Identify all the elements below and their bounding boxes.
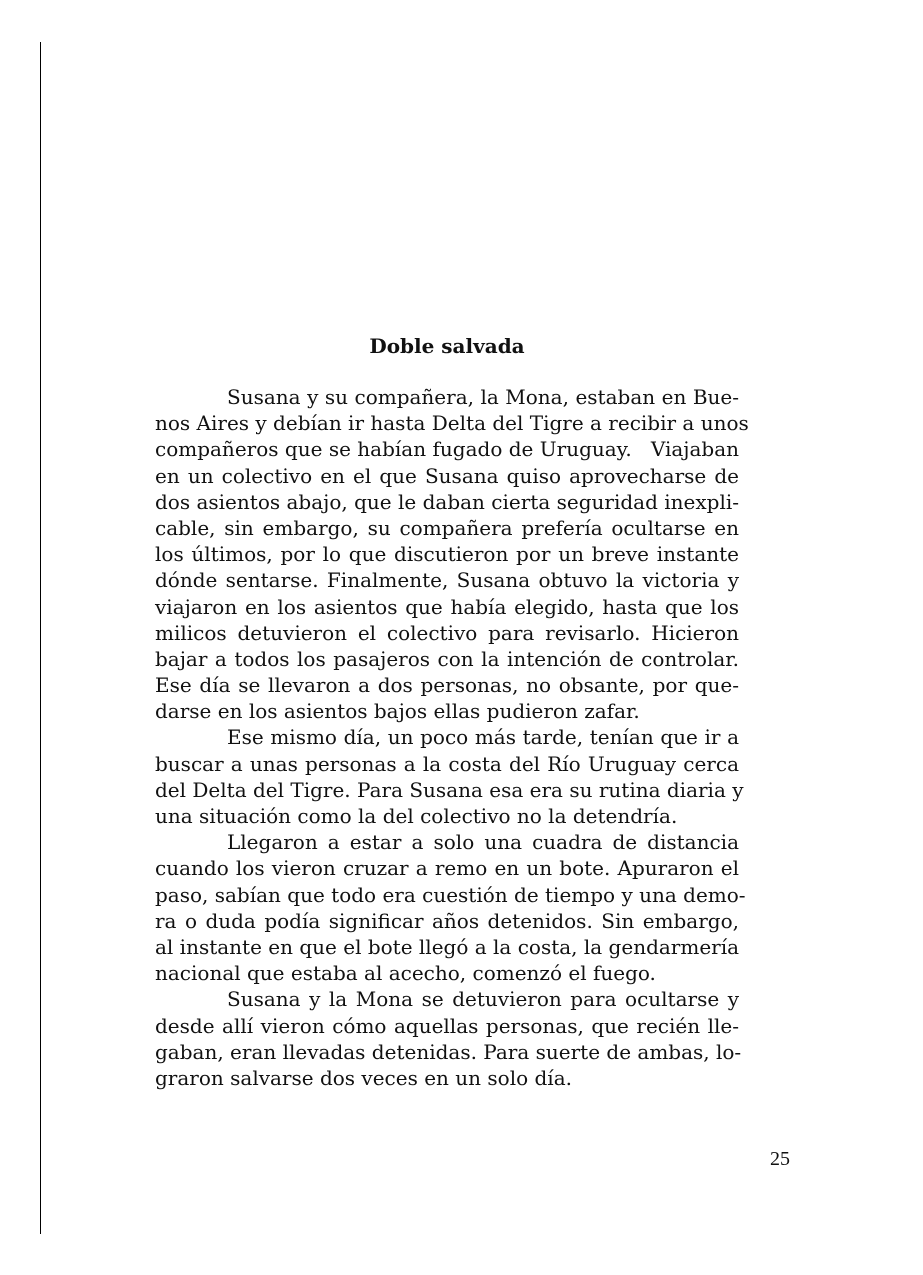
text-line: al instante en que el bote llegó a la costa, la gendarmería	[155, 934, 740, 959]
page-number: 25	[770, 1148, 790, 1170]
text-line: ra o duda podía significar años detenidos. Sin embargo,	[155, 908, 739, 933]
text-line: bajar a todos los pasajeros con la intención de controlar.	[155, 646, 739, 671]
text-line: del Delta del Tigre. Para Susana esa era su rutina diaria y	[155, 777, 744, 802]
text-line: los últimos, por lo que discutieron por un breve instante	[155, 542, 739, 567]
text-line: paso, sabían que todo era cuestión de tiempo y una demo-	[155, 882, 746, 907]
text-line: cuando los vieron cruzar a remo en un bote. Apuraron el	[155, 856, 739, 881]
text-line: Susana y su compañera, la Mona, estaban en Bue-	[227, 385, 739, 409]
body-text	[155, 384, 749, 1091]
text-line: Ese día se llevaron a dos personas, no obsante, por que-	[155, 673, 739, 698]
text-line: en un colectivo en el que Susana quiso aprovecharse de	[155, 463, 739, 488]
text-line: gaban, eran llevadas detenidas. Para suerte de ambas, lo-	[155, 1039, 742, 1064]
text-line: graron salvarse dos veces en un solo día.	[155, 1065, 572, 1090]
text-line: desde allí vieron cómo aquellas personas, que recién lle-	[155, 1013, 739, 1038]
text-line: dos asientos abajo, que le daban cierta seguridad inexpli-	[155, 489, 739, 514]
text-line: Ese mismo día, un poco más tarde, tenían que ir a	[227, 725, 739, 750]
text-line: Susana y la Mona se detuvieron para ocultarse y	[227, 987, 739, 1012]
text-line: milicos detuvieron el colectivo para revisarlo. Hicieron	[155, 620, 739, 645]
page-title: Doble salvada	[369, 334, 525, 358]
text-line: una situación como la del colectivo no la detendría.	[155, 804, 678, 828]
text-line: viajaron en los asientos que había elegido, hasta que los	[155, 594, 739, 619]
text-line: Llegaron a estar a solo una cuadra de distancia	[227, 830, 739, 855]
text-line: nacional que estaba al acecho, comenzó el fuego.	[155, 961, 656, 986]
text-line: nos Aires y debían ir hasta Delta del Tigre a recibir a unos	[155, 411, 749, 436]
text-line: buscar a unas personas a la costa del Río Uruguay cerca	[155, 751, 739, 776]
text-line: darse en los asientos bajos ellas pudieron zafar.	[155, 699, 640, 724]
text-line: cable, sin embargo, su compañera prefería ocultarse en	[155, 515, 739, 540]
binding-line	[40, 42, 41, 1234]
text-line: compañeros que se habían fugado de Uruguay. Viajaban	[155, 437, 739, 462]
text-line: dónde sentarse. Finalmente, Susana obtuvo la victoria y	[155, 568, 739, 593]
